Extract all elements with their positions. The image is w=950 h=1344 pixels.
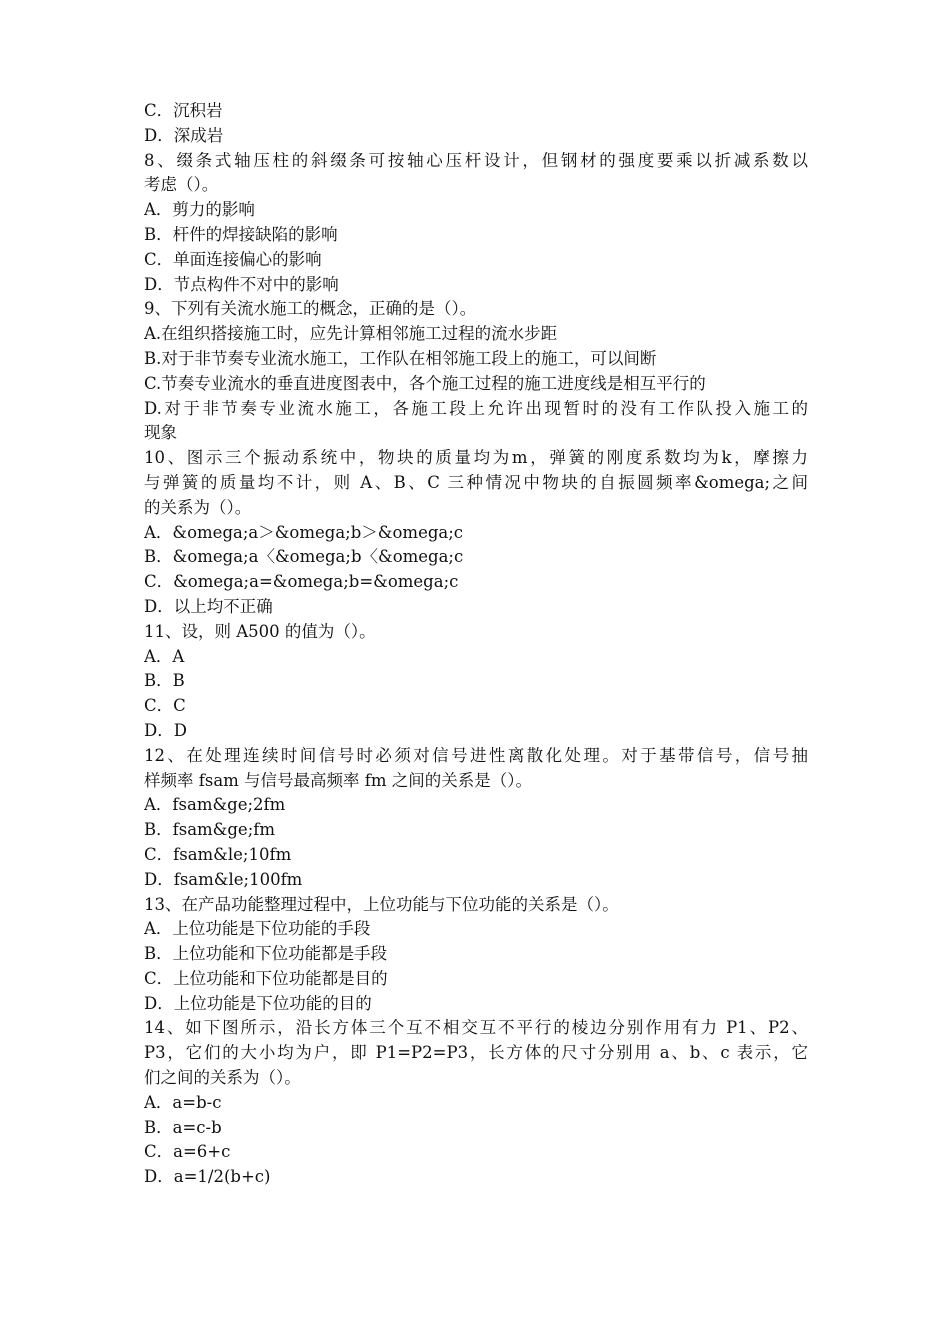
- option-line: B．上位功能和下位功能都是手段: [144, 944, 388, 964]
- option-line: B．a=c-b: [144, 1117, 222, 1137]
- question-line: 13、在产品功能整理过程中，上位功能与下位功能的关系是（）。: [144, 894, 619, 914]
- option-line: A．A: [144, 646, 185, 666]
- question-line: P3，它们的大小均为户，即 P1=P2=P3，长方体的尺寸分别用 a、b、c 表示，它: [144, 1043, 808, 1063]
- option-line: A．fsam&ge;2fm: [144, 795, 286, 815]
- option-line: D．fsam&le;100fm: [144, 869, 303, 889]
- option-line: C．a=6+c: [144, 1142, 231, 1162]
- question-line: 10、图示三个振动系统中，物块的质量均为m，弹簧的刚度系数均为k，摩擦力: [144, 448, 808, 468]
- option-line: D．D: [144, 720, 187, 740]
- option-line: B．杆件的焊接缺陷的影响: [144, 224, 338, 244]
- question-line: 11、设，则 A500 的值为（）。: [144, 621, 376, 641]
- question-line: 的关系为（）。: [144, 497, 252, 517]
- option-line: C．沉积岩: [144, 101, 223, 120]
- question-line: 12、在处理连续时间信号时必须对信号进性离散化处理。对于基带信号，信号抽: [144, 745, 808, 765]
- option-line: B．B: [144, 671, 185, 691]
- option-line: C．fsam&le;10fm: [144, 844, 292, 864]
- option-line: A.在组织搭接施工时，应先计算相邻施工过程的流水步距: [144, 324, 558, 344]
- question-line: 们之间的关系为（）。: [144, 1068, 301, 1088]
- document-page: [144, 99, 808, 1190]
- option-line: D．a=1/2(b+c): [144, 1167, 271, 1187]
- option-line: A．剪力的影响: [144, 200, 255, 220]
- option-line: A．a=b-c: [144, 1092, 222, 1112]
- option-line: D．深成岩: [144, 125, 224, 145]
- option-line: C.节奏专业流水的垂直进度图表中，各个施工过程的施工进度线是相互平行的: [144, 373, 706, 393]
- option-line: B．&omega;a〈&omega;b〈&omega;c: [144, 547, 464, 567]
- option-line: D．以上均不正确: [144, 596, 273, 616]
- option-line: C．&omega;a=&omega;b=&omega;c: [144, 572, 459, 592]
- question-line: 与弹簧的质量均不计，则 A、B、C 三种情况中物块的自振圆频率&omega;之间: [144, 472, 808, 492]
- question-line: 考虑（）。: [144, 175, 219, 195]
- question-line: 14、如下图所示，沿长方体三个互不相交互不平行的棱边分别作用有力 P1、P2、: [144, 1018, 808, 1038]
- option-line: 现象: [144, 423, 177, 443]
- question-line: 样频率 fsam 与信号最高频率 fm 之间的关系是（）。: [144, 770, 533, 790]
- option-line: A．上位功能是下位功能的手段: [144, 919, 371, 939]
- option-line: C．单面连接偏心的影响: [144, 249, 322, 269]
- option-line: C．C: [144, 696, 186, 716]
- option-line: A．&omega;a＞&omega;b＞&omega;c: [144, 522, 464, 542]
- option-line: D．节点构件不对中的影响: [144, 274, 339, 294]
- option-line: D.对于非节奏专业流水施工，各施工段上允许出现暂时的没有工作队投入施工的: [144, 398, 808, 418]
- option-line: B.对于非节奏专业流水施工，工作队在相邻施工段上的施工，可以间断: [144, 348, 657, 368]
- option-line: B．fsam&ge;fm: [144, 820, 276, 840]
- option-line: D．上位功能是下位功能的目的: [144, 993, 372, 1013]
- question-line: 9、下列有关流水施工的概念，正确的是（）。: [144, 299, 477, 319]
- question-line: 8、缀条式轴压柱的斜缀条可按轴心压杆设计，但钢材的强度要乘以折减系数以: [144, 150, 808, 170]
- option-line: C．上位功能和下位功能都是目的: [144, 968, 388, 988]
